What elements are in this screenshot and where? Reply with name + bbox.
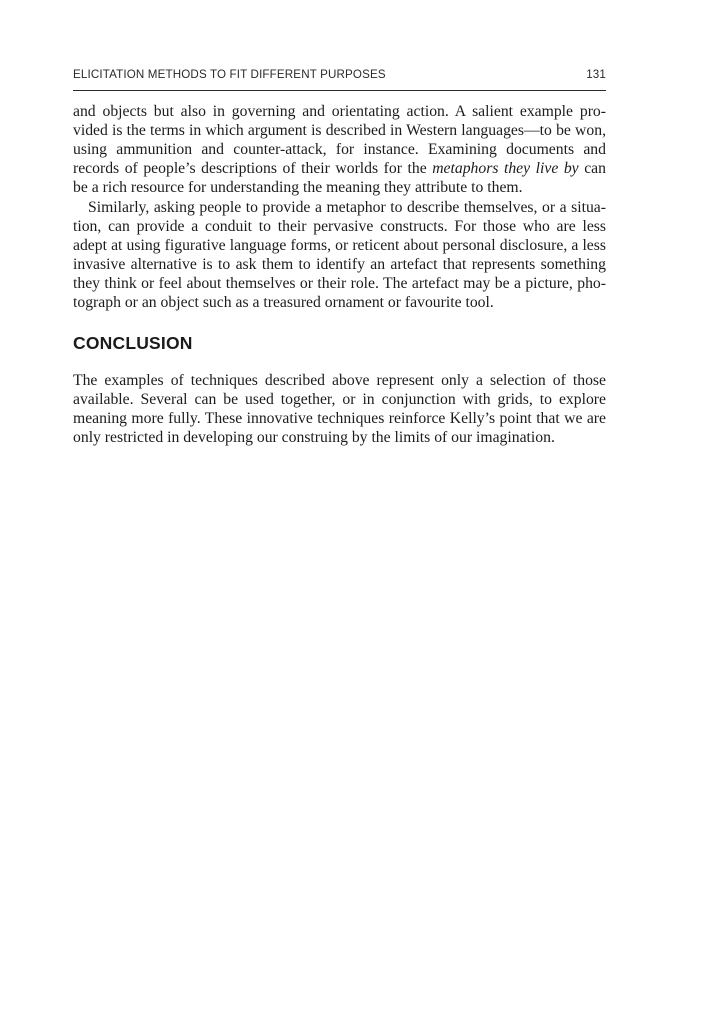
- text-line: only restricted in developing our construing by the limits of our imagination.: [73, 429, 555, 447]
- text-segment: records of people’s descriptions of their worlds for the: [73, 160, 433, 178]
- paragraph-metaphors: [73, 102, 606, 197]
- text-line: [73, 159, 606, 178]
- paragraph-similarly: [73, 198, 606, 313]
- running-head-title: ELICITATION METHODS TO FIT DIFFERENT PURPOSES: [73, 68, 386, 81]
- text-line: invasive alternative is to ask them to identify an artefact that represents something: [73, 255, 606, 273]
- running-head: [73, 68, 606, 91]
- text-line: using ammunition and counter-attack, for instance. Examining documents and: [73, 141, 606, 159]
- text-line: adept at using figurative language forms, or reticent about personal disclosure, a less: [73, 236, 606, 254]
- text-line: meaning more fully. These innovative techniques reinforce Kelly’s point that we are: [73, 410, 606, 428]
- text-line: tograph or an object such as a treasured ornament or favourite tool.: [73, 293, 494, 311]
- text-line: vided is the terms in which argument is described in Western languages—to be won,: [73, 122, 606, 140]
- italic-phrase: metaphors they live by: [432, 160, 579, 178]
- text-line: Similarly, asking people to provide a metaphor to describe themselves, or a situa-: [88, 198, 606, 216]
- text-line: be a rich resource for understanding the meaning they attribute to them.: [73, 179, 523, 197]
- text-line: tion, can provide a conduit to their pervasive constructs. For those who are less: [73, 217, 606, 235]
- paragraph-conclusion: [73, 371, 606, 447]
- text-line: available. Several can be used together, or in conjunction with grids, to explore: [73, 391, 606, 409]
- text-line: they think or feel about themselves or their role. The artefact may be a picture, pho-: [73, 274, 606, 292]
- text-segment: can: [578, 160, 606, 178]
- page-number: 131: [586, 68, 606, 81]
- text-line: and objects but also in governing and orientating action. A salient example pro-: [73, 103, 606, 120]
- text-line: The examples of techniques described above represent only a selection of those: [73, 372, 606, 389]
- section-heading: CONCLUSION: [73, 333, 193, 353]
